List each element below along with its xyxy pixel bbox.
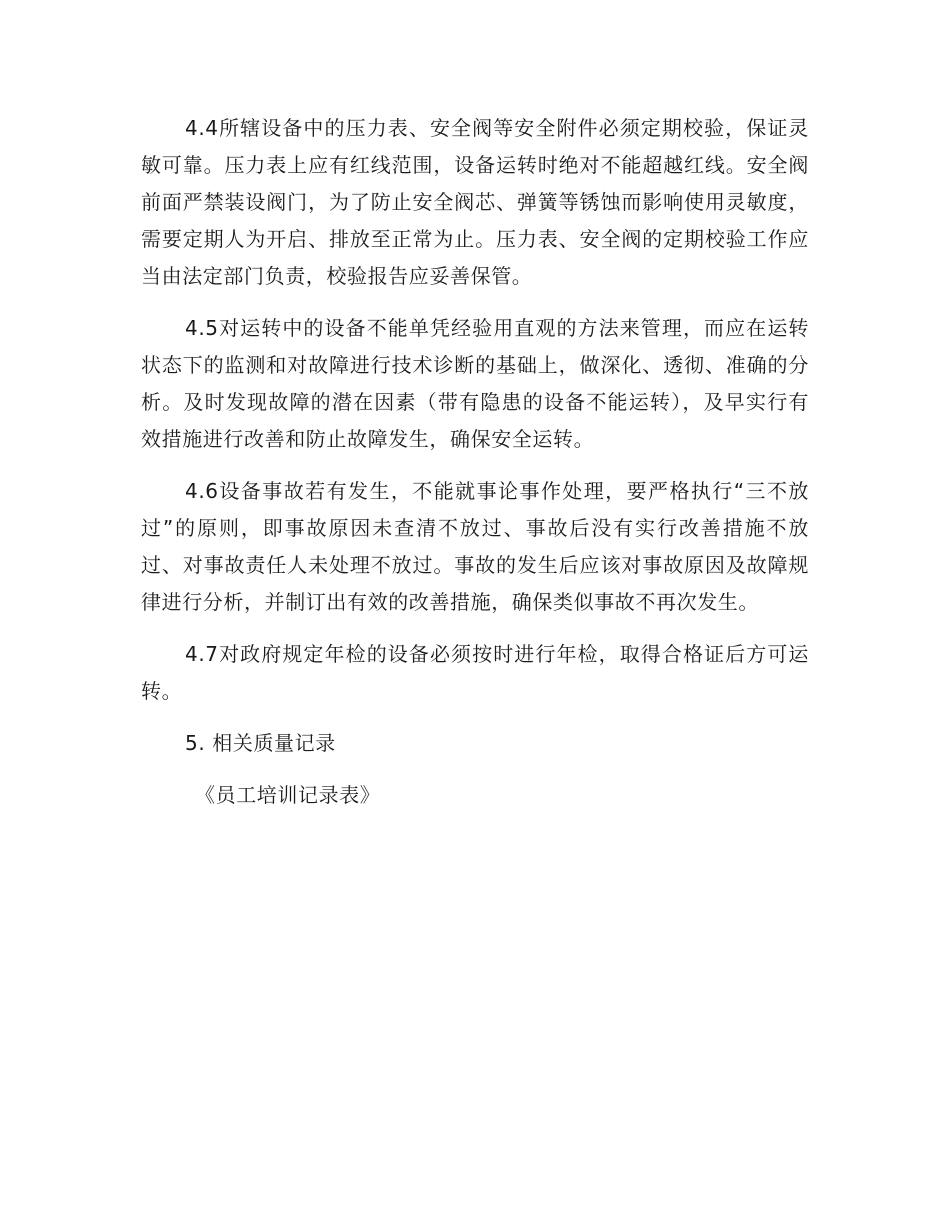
paragraph-4-4: 4.4所辖设备中的压力表、安全阀等安全附件必须定期校验，保证灵敏可靠。压力表上应有红线范围，设备运转时绝对不能超越红线。安全阀前面严禁装设阀门，为了防止安全阀芯、弹簧等锈蚀而影响使用灵敏度，需要定期人为开启、排放至正常为止。压力表、安全阀的定期校验工作应当由法定部门负责，校验报告应妥善保管。 xyxy=(141,116,809,288)
record-item-training-form: 《员工培训记录表》 xyxy=(195,783,381,807)
paragraph-4-6: 4.6设备事故若有发生，不能就事论事作处理，要严格执行“三不放过”的原则，即事故原因未查清不放过、事故后没有实行改善措施不放过、对事故责任人未处理不放过。事故的发生后应该对事故原因及故障规律进行分析，并制订出有效的改善措施，确保类似事故不再次发生。 xyxy=(141,479,809,614)
paragraph-4-5: 4.5对运转中的设备不能单凭经验用直观的方法来管理，而应在运转状态下的监测和对故障进行技术诊断的基础上，做深化、透彻、准确的分析。及时发现故障的潜在因素（带有隐患的设备不能运转），及早实行有效措施进行改善和防止故障发生，确保安全运转。 xyxy=(141,316,809,451)
paragraph-4-7: 4.7对政府规定年检的设备必须按时进行年检，取得合格证后方可运转。 xyxy=(141,642,809,703)
document-body xyxy=(141,110,809,814)
section-heading-quality-records: 5. 相关质量记录 xyxy=(185,731,336,755)
